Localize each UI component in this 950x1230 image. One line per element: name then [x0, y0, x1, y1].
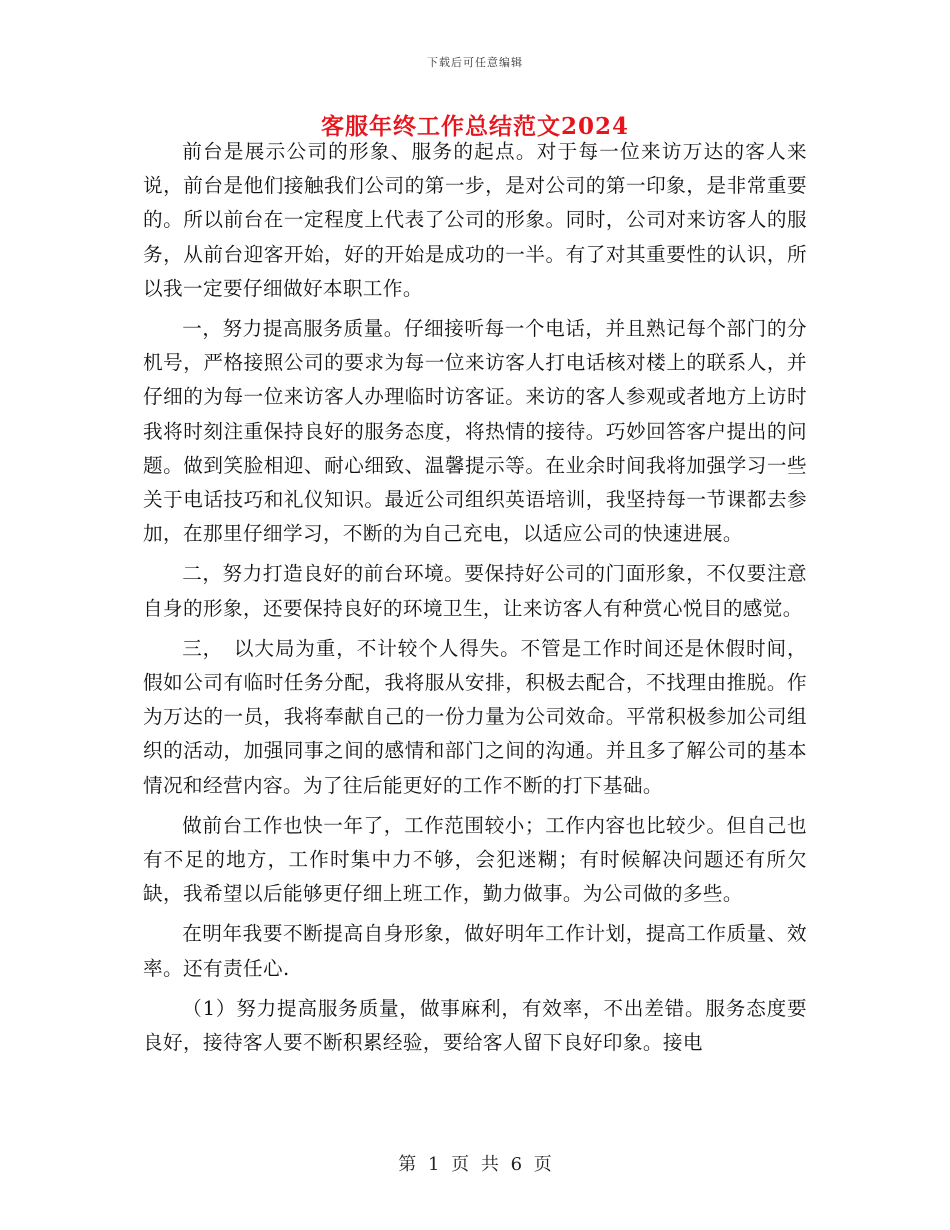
paragraph-reflection: 做前台工作也快一年了，工作范围较小；工作内容也比较少。但自己也有不足的地方，工作时集中力不够，会犯迷糊；有时候解决问题还有所欠缺，我希望以后能够更仔细上班工作，勤力做事。为公司做的多些。 [143, 813, 807, 906]
page-footer: 第 1 页 共 6 页 [398, 1154, 552, 1175]
paragraph-point-one: 一，努力提高服务质量。仔细接听每一个电话，并且熟记每个部门的分机号，严格接照公司的要求为每一位来访客人打电话核对楼上的联系人，并仔细的为每一位来访客人办理临时访客证。来访的客人参观或者地方上访时我将时刻注重保持良好的服务态度，将热情的接待。巧妙回答客户提出的问题。做到笑脸相迎、耐心细致、温馨提示等。在业余时间我将加强学习一些关于电话技巧和礼仪知识。最近公司组织英语培训，我坚持每一节课都去参加，在那里仔细学习，不断的为自己充电，以适应公司的快速进展。 [143, 317, 807, 546]
document-body [143, 135, 807, 1060]
paragraph-point-two: 二，努力打造良好的前台环境。要保持好公司的门面形象，不仅要注意自身的形象，还要保持良好的环境卫生，让来访客人有种赏心悦目的感觉。 [143, 562, 807, 620]
header-note: 下载后可任意编辑 [427, 56, 523, 69]
paragraph-next-year-plan: 在明年我要不断提高自身形象，做好明年工作计划，提高工作质量、效率。还有责任心. [143, 922, 807, 980]
paragraph-plan-item-1: （1）努力提高服务质量，做事麻利，有效率，不出差错。服务态度要良好，接待客人要不断积累经验，要给客人留下良好印象。接电 [143, 996, 807, 1055]
document-title: 客服年终工作总结范文2024 [320, 113, 629, 140]
paragraph-point-three: 三， 以大局为重，不计较个人得失。不管是工作时间还是休假时间，假如公司有临时任务分配，我将服从安排，积极去配合，不找理由推脱。作为万达的一员，我将奉献自己的一份力量为公司效命。平常积极参加公司组织的活动，加强同事之间的感情和部门之间的沟通。并且多了解公司的基本情况和经营内容。为了往后能更好的工作不断的打下基础。 [143, 636, 807, 797]
paragraph-intro: 前台是展示公司的形象、服务的起点。对于每一位来访万达的客人来说，前台是他们接触我们公司的第一步，是对公司的第一印象，是非常重要的。所以前台在一定程度上代表了公司的形象。同时，公司对来访客人的服务，从前台迎客开始，好的开始是成功的一半。有了对其重要性的认识，所以我一定要仔细做好本职工作。 [143, 140, 807, 300]
